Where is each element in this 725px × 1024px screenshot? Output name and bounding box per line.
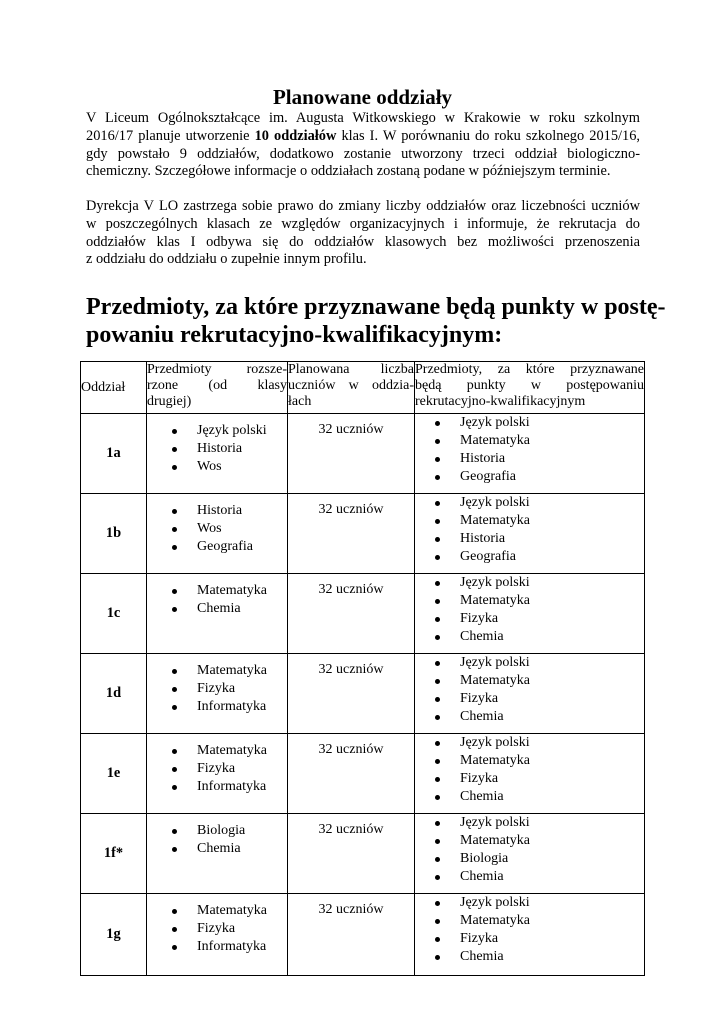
bullet-icon: [435, 661, 440, 666]
list-item: [415, 690, 644, 708]
bullet-icon: [172, 607, 177, 612]
subject-list: [415, 574, 644, 646]
subject-name: Matematyka: [197, 903, 267, 918]
list-item: [415, 468, 644, 486]
bullet-icon: [435, 599, 440, 604]
points-subjects-cell: [415, 414, 645, 494]
subject-list: [147, 814, 287, 858]
bullet-icon: [435, 937, 440, 942]
bullet-icon: [172, 927, 177, 932]
subject-name: Język polski: [460, 575, 530, 590]
bullet-icon: [172, 429, 177, 434]
list-item: [415, 770, 644, 788]
subject-name: Historia: [460, 451, 506, 466]
student-count: 32 uczniów: [288, 734, 415, 814]
bullet-icon: [435, 635, 440, 640]
list-item: [147, 902, 287, 920]
list-item: [415, 574, 644, 592]
subject-list: [415, 814, 644, 886]
class-code: 1a: [81, 414, 147, 494]
bullet-icon: [435, 697, 440, 702]
student-count: 32 uczniów: [288, 654, 415, 734]
subject-name: Fizyka: [460, 611, 499, 626]
list-item: [415, 654, 644, 672]
subject-name: Język polski: [460, 895, 530, 910]
bullet-icon: [435, 555, 440, 560]
subject-name: Wos: [197, 521, 222, 536]
class-code: 1f*: [81, 814, 147, 894]
extended-subjects-cell: [147, 654, 288, 734]
table-row: [81, 814, 645, 894]
subject-list: [147, 894, 287, 956]
subject-name: Język polski: [460, 495, 530, 510]
table-row: [81, 414, 645, 494]
bullet-icon: [172, 749, 177, 754]
column-header: [288, 362, 415, 414]
subject-name: Matematyka: [460, 753, 530, 768]
column-header: [415, 362, 645, 414]
list-item: [415, 414, 644, 432]
list-item: [415, 530, 644, 548]
header-text: rzone (od klasy: [147, 378, 287, 393]
bullet-icon: [172, 829, 177, 834]
subject-list: [415, 494, 644, 566]
student-count: 32 uczniów: [288, 414, 415, 494]
bullet-icon: [435, 759, 440, 764]
list-item: [147, 698, 287, 716]
list-item: [415, 672, 644, 690]
bullet-icon: [172, 945, 177, 950]
subject-list: [415, 654, 644, 726]
subject-name: Chemia: [460, 869, 504, 884]
subject-name: Geografia: [197, 539, 253, 554]
bullet-icon: [172, 847, 177, 852]
bullet-icon: [435, 741, 440, 746]
paragraph-line: z oddziału do oddziału o zupełnie innym profilu.: [86, 251, 367, 268]
subject-name: Historia: [197, 503, 243, 518]
subject-name: Matematyka: [197, 663, 267, 678]
header-text: Planowana liczba: [288, 362, 414, 377]
subject-name: Biologia: [460, 851, 509, 866]
bullet-icon: [172, 589, 177, 594]
list-item: [147, 440, 287, 458]
points-subjects-cell: [415, 574, 645, 654]
bullet-icon: [435, 421, 440, 426]
intro-paragraph-2: [86, 198, 640, 269]
bullet-icon: [435, 795, 440, 800]
subject-name: Język polski: [460, 655, 530, 670]
class-code: 1e: [81, 734, 147, 814]
subject-name: Język polski: [460, 815, 530, 830]
bullet-icon: [172, 767, 177, 772]
class-code: 1g: [81, 894, 147, 976]
bullet-icon: [435, 857, 440, 862]
subject-name: Informatyka: [197, 699, 267, 714]
subject-name: Matematyka: [197, 743, 267, 758]
subject-name: Fizyka: [460, 771, 499, 786]
class-table: [80, 361, 645, 976]
list-item: [415, 912, 644, 930]
bullet-icon: [435, 501, 440, 506]
list-item: [147, 742, 287, 760]
student-count: 32 uczniów: [288, 574, 415, 654]
list-item: [147, 680, 287, 698]
table-row: [81, 734, 645, 814]
bullet-icon: [172, 465, 177, 470]
table-header-row: [81, 362, 645, 414]
header-text: Przedmioty rozsze-: [147, 362, 287, 377]
list-item: [415, 512, 644, 530]
paragraph-line: chemiczny. Szczegółowe informacje o oddziałach zostaną podane w późniejszym terminie.: [86, 163, 611, 180]
subject-name: Matematyka: [460, 673, 530, 688]
bullet-icon: [172, 669, 177, 674]
points-subjects-cell: [415, 894, 645, 976]
bullet-icon: [435, 955, 440, 960]
extended-subjects-cell: [147, 494, 288, 574]
bullet-icon: [172, 545, 177, 550]
list-item: [415, 752, 644, 770]
subject-name: Matematyka: [460, 433, 530, 448]
list-item: [415, 832, 644, 850]
subject-list: [415, 734, 644, 806]
subject-name: Chemia: [460, 789, 504, 804]
paragraph-line: w poszczególnych klasach ze względów organizacyjnych i informuje, że rekrutacja do: [86, 215, 640, 232]
subject-name: Chemia: [197, 601, 241, 616]
column-header: [147, 362, 288, 414]
list-item: [147, 502, 287, 520]
subject-name: Język polski: [197, 423, 267, 438]
subject-name: Fizyka: [460, 931, 499, 946]
list-item: [147, 822, 287, 840]
bullet-icon: [435, 581, 440, 586]
list-item: [147, 938, 287, 956]
extended-subjects-cell: [147, 814, 288, 894]
student-count: 32 uczniów: [288, 494, 415, 574]
subject-name: Język polski: [460, 735, 530, 750]
list-item: [415, 734, 644, 752]
bullet-icon: [172, 785, 177, 790]
subject-list: [147, 494, 287, 556]
list-item: [147, 840, 287, 858]
list-item: [415, 494, 644, 512]
bullet-icon: [435, 901, 440, 906]
subject-name: Matematyka: [460, 833, 530, 848]
subject-list: [415, 414, 644, 486]
bullet-icon: [435, 439, 440, 444]
bullet-icon: [435, 715, 440, 720]
list-item: [147, 422, 287, 440]
extended-subjects-cell: [147, 574, 288, 654]
points-subjects-cell: [415, 734, 645, 814]
subject-name: Matematyka: [197, 583, 267, 598]
header-text: łach: [288, 394, 312, 409]
list-item: [147, 778, 287, 796]
subject-list: [147, 734, 287, 796]
points-subjects-cell: [415, 814, 645, 894]
bullet-icon: [435, 839, 440, 844]
subject-name: Geografia: [460, 469, 516, 484]
header-text: drugiej): [147, 394, 192, 409]
class-code: 1c: [81, 574, 147, 654]
subject-name: Biologia: [197, 823, 246, 838]
bullet-icon: [172, 527, 177, 532]
subject-name: Fizyka: [460, 691, 499, 706]
subject-name: Wos: [197, 459, 222, 474]
list-item: [147, 662, 287, 680]
class-code: 1d: [81, 654, 147, 734]
list-item: [415, 788, 644, 806]
subject-name: Chemia: [460, 709, 504, 724]
subject-name: Fizyka: [197, 761, 236, 776]
table-row: [81, 494, 645, 574]
list-item: [415, 850, 644, 868]
subject-list: [415, 894, 644, 966]
points-subjects-cell: [415, 494, 645, 574]
subject-name: Informatyka: [197, 779, 267, 794]
bullet-icon: [435, 875, 440, 880]
section-heading: [86, 293, 666, 349]
bullet-icon: [172, 509, 177, 514]
list-item: [415, 930, 644, 948]
subject-name: Historia: [460, 531, 506, 546]
list-item: [415, 610, 644, 628]
bullet-icon: [435, 475, 440, 480]
extended-subjects-cell: [147, 734, 288, 814]
subject-list: [147, 654, 287, 716]
list-item: [415, 432, 644, 450]
bullet-icon: [435, 617, 440, 622]
bullet-icon: [435, 679, 440, 684]
subject-name: Chemia: [197, 841, 241, 856]
header-text: Przedmioty, za które przyznawane: [415, 362, 644, 377]
bullet-icon: [435, 519, 440, 524]
bullet-icon: [172, 687, 177, 692]
table-row: [81, 894, 645, 976]
header-text: uczniów w oddzia-: [288, 378, 414, 393]
bullet-icon: [435, 821, 440, 826]
subject-list: [147, 574, 287, 618]
list-item: [415, 814, 644, 832]
list-item: [415, 450, 644, 468]
subject-name: Chemia: [460, 949, 504, 964]
list-item: [415, 868, 644, 886]
list-item: [415, 948, 644, 966]
paragraph-line: 2016/17 planuje utworzenie 10 oddziałów klas I. W porównaniu do roku szkolnego 2015/16,: [86, 127, 641, 144]
bullet-icon: [172, 909, 177, 914]
subject-name: Język polski: [460, 415, 530, 430]
extended-subjects-cell: [147, 894, 288, 976]
subject-name: Fizyka: [197, 921, 236, 936]
paragraph-line: Dyrekcja V LO zastrzega sobie prawo do zmiany liczby oddziałów oraz liczebności uczniów: [86, 198, 640, 214]
page-title: Planowane oddziały: [272, 85, 453, 109]
list-item: [147, 600, 287, 618]
subject-name: Geografia: [460, 549, 516, 564]
subject-list: [147, 414, 287, 476]
subject-name: Chemia: [460, 629, 504, 644]
list-item: [147, 520, 287, 538]
heading-line: Przedmioty, za które przyznawane będą punkty w postę-: [86, 294, 666, 320]
header-text: Oddział: [81, 379, 126, 395]
heading-line: powaniu rekrutacyjno-kwalifikacyjnym:: [86, 322, 503, 348]
list-item: [415, 592, 644, 610]
subject-name: Informatyka: [197, 939, 267, 954]
bullet-icon: [435, 919, 440, 924]
bullet-icon: [435, 537, 440, 542]
paragraph-line: oddziałów klas I odbywa się do oddziałów klasowych bez możliwości przenoszenia: [86, 233, 640, 250]
intro-paragraph-1: [86, 110, 640, 181]
subject-name: Matematyka: [460, 913, 530, 928]
subject-name: Matematyka: [460, 593, 530, 608]
column-header: [81, 362, 147, 414]
paragraph-line: gdy powstało 9 oddziałów, dodatkowo zostanie utworzony trzeci oddział biologiczno-: [86, 145, 640, 162]
table-row: [81, 654, 645, 734]
bullet-icon: [435, 457, 440, 462]
list-item: [147, 538, 287, 556]
subject-name: Historia: [197, 441, 243, 456]
list-item: [147, 760, 287, 778]
table-body: [81, 414, 645, 976]
list-item: [415, 548, 644, 566]
student-count: 32 uczniów: [288, 814, 415, 894]
list-item: [415, 708, 644, 726]
header-text: rekrutacyjno-kwalifikacyjnym: [415, 394, 586, 409]
bullet-icon: [172, 705, 177, 710]
bullet-icon: [172, 447, 177, 452]
bullet-icon: [435, 777, 440, 782]
list-item: [415, 628, 644, 646]
paragraph-line: V Liceum Ogólnokształcące im. Augusta Witkowskiego w Krakowie w roku szkolnym: [86, 110, 640, 126]
extended-subjects-cell: [147, 414, 288, 494]
list-item: [147, 458, 287, 476]
list-item: [415, 894, 644, 912]
subject-name: Matematyka: [460, 513, 530, 528]
list-item: [147, 582, 287, 600]
student-count: 32 uczniów: [288, 894, 415, 976]
table-row: [81, 574, 645, 654]
header-text: będą punkty w postępowaniu: [415, 378, 644, 393]
class-code: 1b: [81, 494, 147, 574]
points-subjects-cell: [415, 654, 645, 734]
list-item: [147, 920, 287, 938]
subject-name: Fizyka: [197, 681, 236, 696]
